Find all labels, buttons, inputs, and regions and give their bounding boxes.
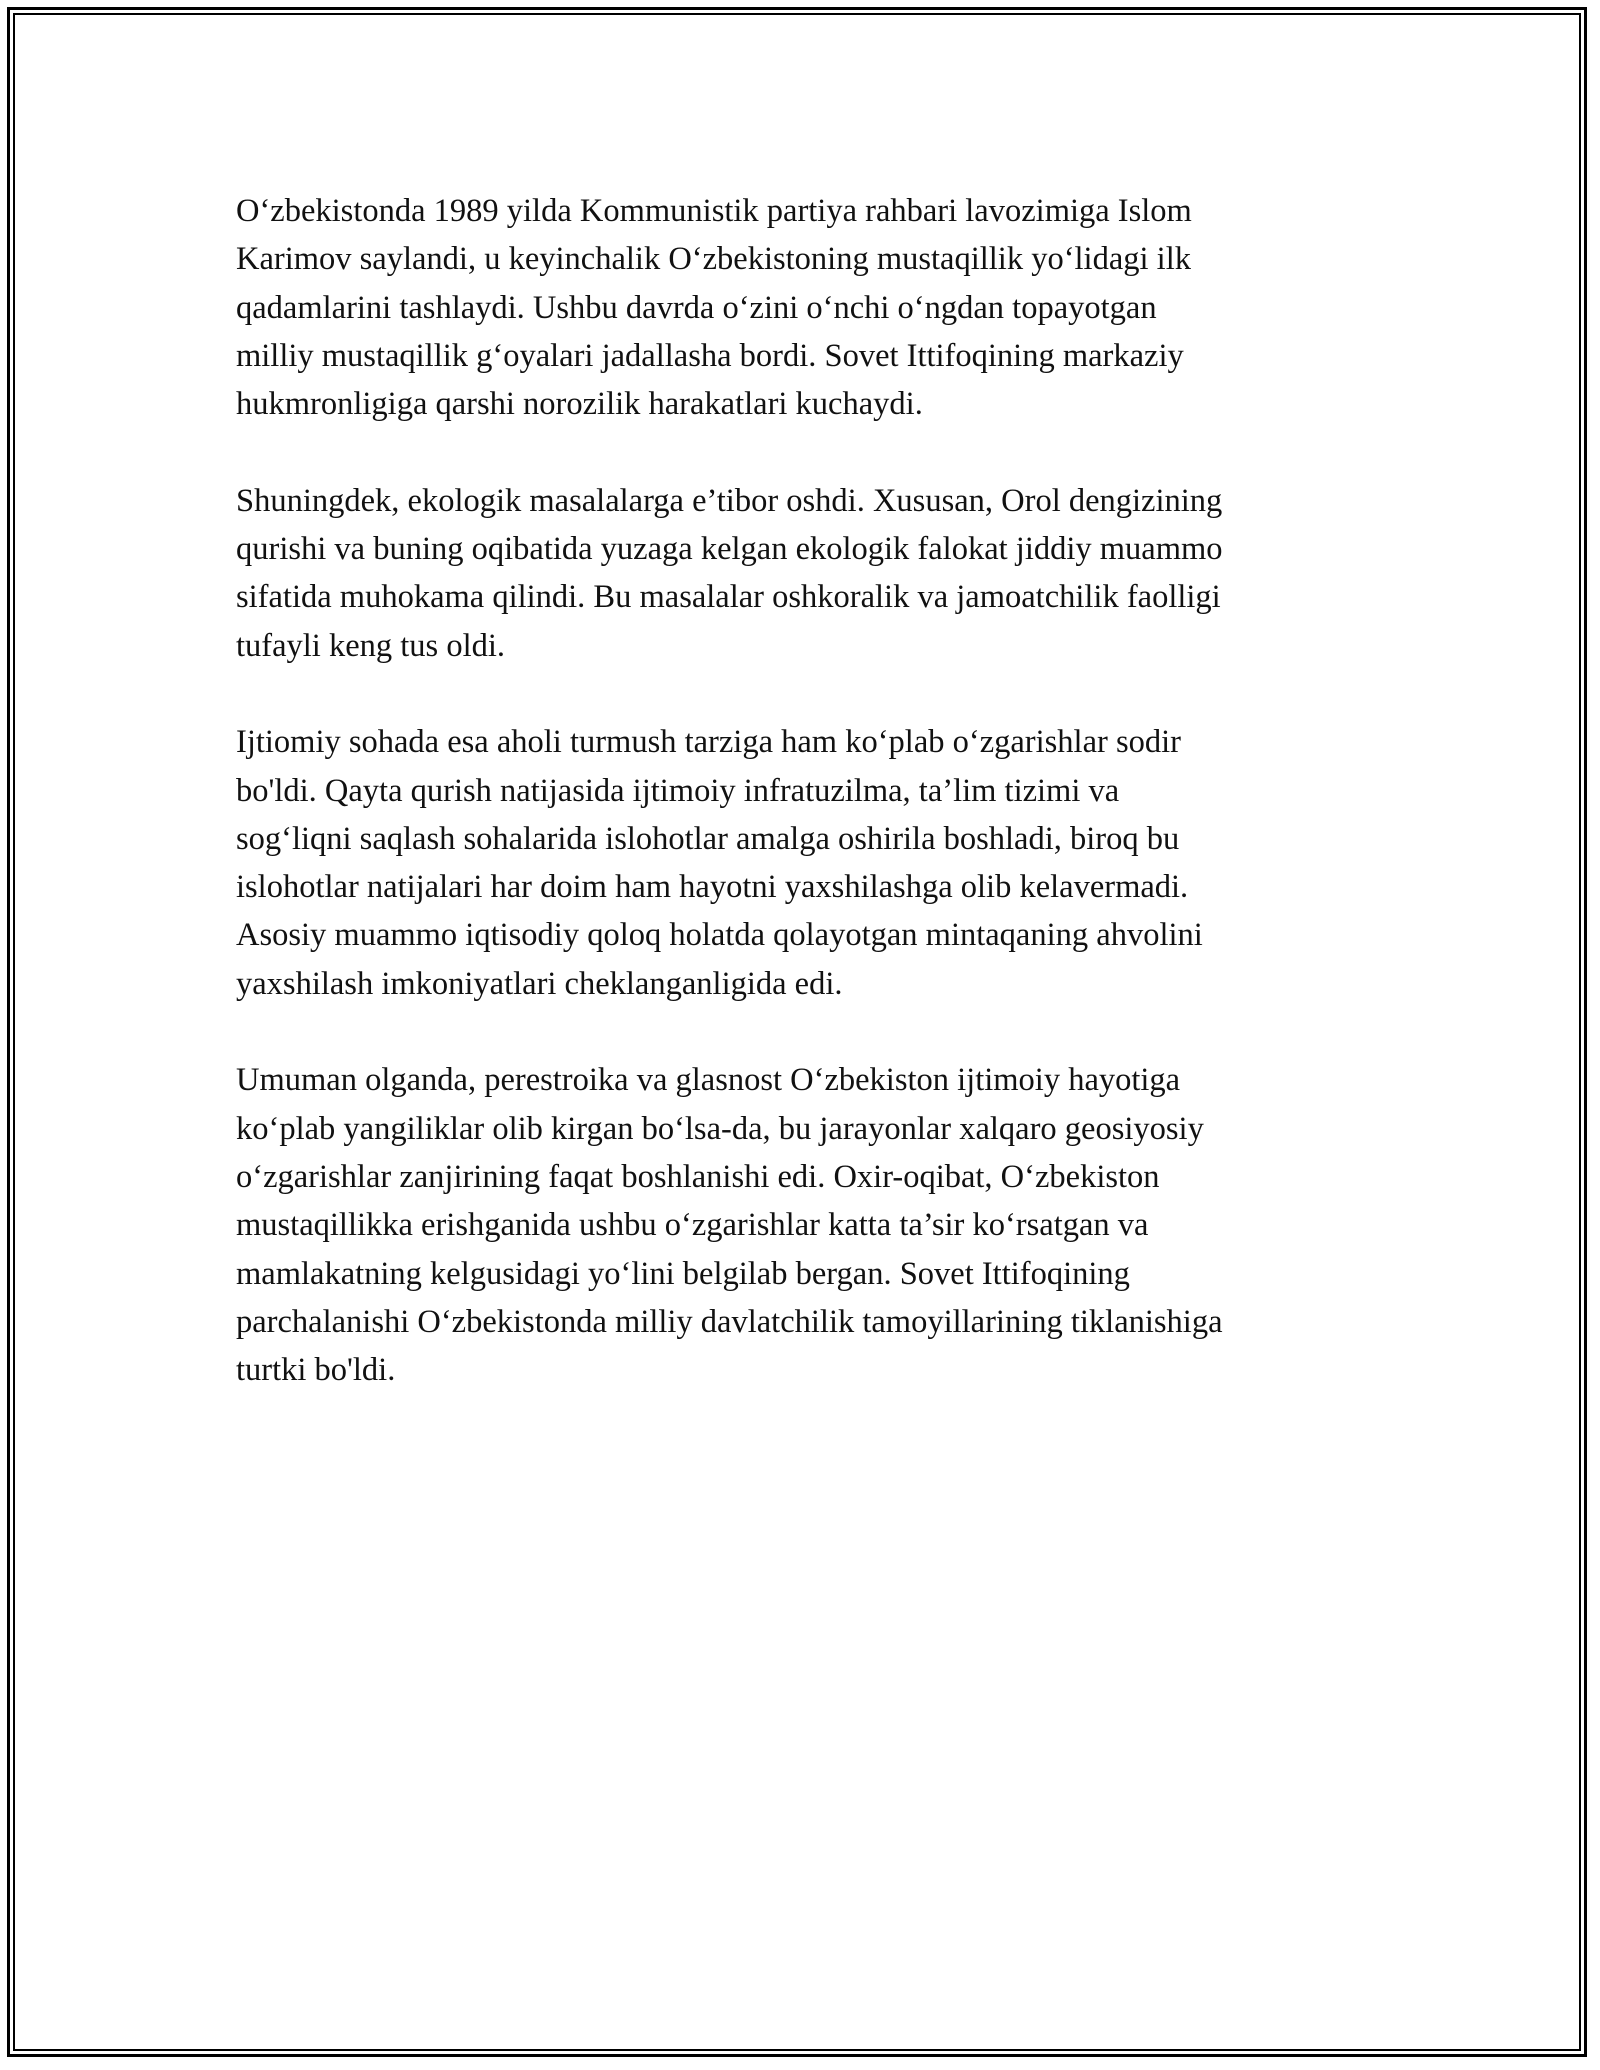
paragraph-3: Ijtiomiy sohada esa aholi turmush tarziga ham ko‘plab o‘zgarishlar sodir bo'ldi. Qayta qurish natijasida ijtimoiy infratuzilma, ta’lim tizimi va sog‘liqni saqlash sohalarida islohotlar amalga oshirila boshladi, biroq bu islohotlar natijalari har doim ham hayotni yaxshilashga olib kelavermadi. Asosiy muammo iqtisodiy qoloq holatda qolayotgan mintaqaning ahvolini yaxshilash imkoniyatlari cheklanganligida edi.	[236, 724, 1203, 1002]
document-body	[236, 187, 1366, 1394]
paragraph-1: O‘zbekistonda 1989 yilda Kommunistik partiya rahbari lavozimiga Islom Karimov saylandi, u keyinchalik O‘zbekistoning mustaqillik yo‘lidagi ilk qadamlarini tashlaydi. Ushbu davrda o‘zini o‘nchi o‘ngdan topayotgan milliy mustaqillik g‘oyalari jadallasha bordi. Sovet Ittifoqining markaziy hukmronligiga qarshi norozilik harakatlari kuchaydi.	[236, 193, 1192, 423]
paragraph-2: Shuningdek, ekologik masalalarga e’tibor oshdi. Xususan, Orol dengizining qurishi va buning oqibatida yuzaga kelgan ekologik falokat jiddiy muammo sifatida muhokama qilindi. Bu masalalar oshkoralik va jamoatchilik faolligi tufayli keng tus oldi.	[236, 482, 1223, 664]
paragraph-4: Umuman olganda, perestroika va glasnost O‘zbekiston ijtimoiy hayotiga ko‘plab yangiliklar olib kirgan bo‘lsa-da, bu jarayonlar xalqaro geosiyosiy o‘zgarishlar zanjirining faqat boshlanishi edi. Oxir-oqibat, O‘zbekiston mustaqillikka erishganida ushbu o‘zgarishlar katta ta’sir ko‘rsatgan va mamlakatning kelgusidagi yo‘lini belgilab bergan. Sovet Ittifoqining parchalanishi O‘zbekistonda milliy davlatchilik tamoyillarining tiklanishiga turtki bo'ldi.	[236, 1062, 1223, 1389]
